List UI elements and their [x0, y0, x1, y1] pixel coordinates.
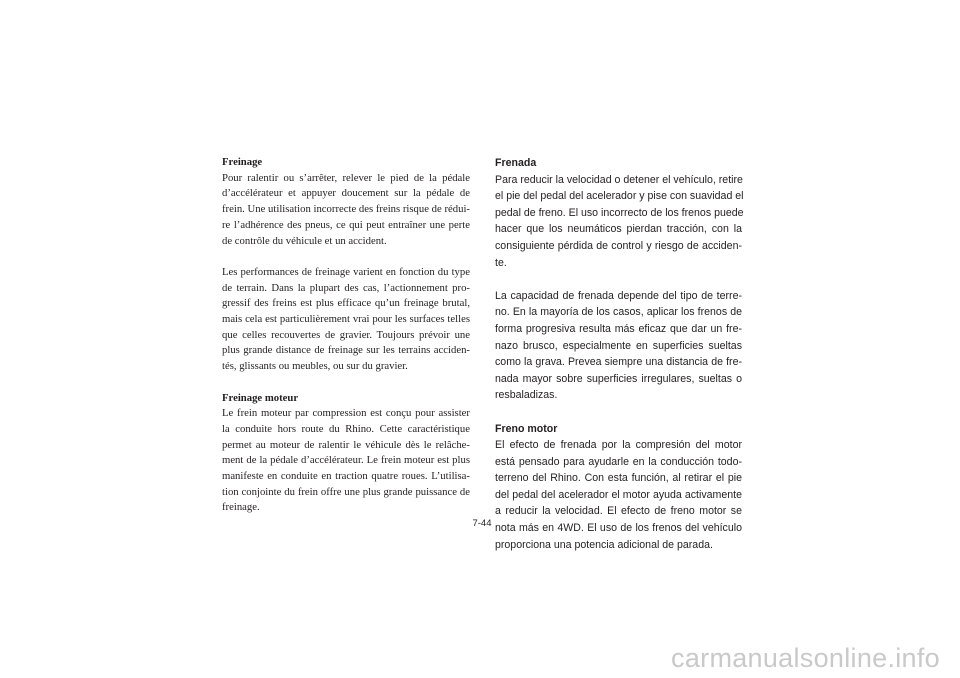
text-line: El efecto de frenada por la compresión del motor	[495, 439, 742, 452]
text-line: Pour ralentir ou s’arrêter, relever le pied de la pédale	[222, 171, 470, 184]
french-column	[222, 155, 470, 516]
text-line: proporciona una potencia adicional de parada.	[495, 538, 713, 551]
text-line: d’accélérateur et appuyer doucement sur la pédale de	[222, 187, 470, 200]
spanish-paragraph-braking	[495, 172, 742, 272]
text-line: pedal de freno. El uso incorrecto de los frenos puede	[495, 206, 744, 219]
text-line: el pie del pedal del acelerador y pise con suavidad el	[495, 190, 744, 203]
text-line: como la grava. Prevea siempre una distancia de fre-	[495, 356, 742, 369]
text-line: Para reducir la velocidad o detener el vehículo, retire	[495, 173, 743, 186]
text-line: tion conjointe du frein offre une plus grande puissance de	[222, 485, 470, 498]
spanish-heading-engine-braking: Freno motor	[495, 422, 558, 435]
text-line: terreno del Rhino. Con esta función, al retirar el pie	[495, 472, 742, 485]
french-paragraph-braking	[222, 171, 470, 250]
text-line: Le frein moteur par compression est conçu pour assister	[222, 407, 470, 420]
text-line: hacer que los neumáticos pierdan tracción, con la	[495, 223, 742, 236]
text-line: nada mayor sobre superficies irregulares, sueltas o	[495, 372, 742, 385]
text-line: no. En la mayoría de los casos, aplicar los frenos de	[495, 306, 742, 319]
text-line: plus grande distance de freinage sur les terrains acciden-	[222, 344, 470, 357]
text-line: forma progresiva resulta más eficaz que dar un fre-	[495, 322, 742, 335]
text-line: tés, glissants ou meubles, ou sur du gravier.	[222, 360, 408, 373]
text-line: que celles recouvertes de gravier. Toujours prévoir une	[222, 328, 470, 341]
text-line: Les performances de freinage varient en fonction du type	[222, 265, 470, 278]
watermark: carmanualsonline.info	[671, 643, 940, 673]
text-line: del pedal del acelerador el motor ayuda activamente	[495, 488, 742, 501]
french-paragraph-performance	[222, 265, 470, 375]
text-line: frein. Une utilisation incorrecte des freins risque de rédui-	[222, 203, 470, 216]
text-line: nota más en 4WD. El uso de los frenos del vehículo	[495, 522, 742, 535]
spanish-paragraph-performance	[495, 288, 742, 404]
text-line: de contrôle du véhicule et un accident.	[222, 234, 387, 247]
text-line: consiguiente pérdida de control y riesgo de acciden-	[495, 239, 742, 252]
spanish-heading-braking: Frenada	[495, 157, 537, 169]
text-line: la conduite hors route du Rhino. Cette caractéristique	[222, 422, 470, 435]
text-line: nazo brusco, especialmente en superficies sueltas	[495, 339, 742, 352]
text-line: La capacidad de frenada depende del tipo de terre-	[495, 289, 742, 302]
text-line: manifeste en conduite en traction quatre roues. L’utilisa-	[222, 470, 470, 483]
text-line: freinage.	[222, 501, 260, 514]
text-line: resbaladizas.	[495, 389, 558, 402]
french-paragraph-engine-braking	[222, 406, 470, 516]
spanish-paragraph-engine-braking	[495, 437, 742, 553]
page-number: 7-44	[472, 518, 492, 529]
text-line: te.	[495, 256, 507, 269]
text-line: está pensado para ayudarle en la conducción todo-	[495, 455, 742, 468]
text-line: permet au moteur de ralentir le véhicule dès le relâche-	[222, 438, 470, 451]
french-heading-engine-braking: Freinage moteur	[222, 391, 299, 404]
text-line: mais cela est particulièrement vrai pour les surfaces telles	[222, 313, 470, 326]
text-line: re l’adhérence des pneus, ce qui peut entraîner une perte	[222, 218, 470, 231]
text-line: de terrain. Dans la plupart des cas, l’actionnement pro-	[222, 281, 470, 294]
text-line: a reducir la velocidad. El efecto de freno motor se	[495, 505, 742, 518]
text-line: ment de la pédale d’accélérateur. Le frein moteur est plus	[222, 454, 470, 467]
french-heading-braking: Freinage	[222, 156, 263, 168]
spanish-column	[495, 155, 742, 553]
text-line: gressif des freins est plus efficace qu’un freinage brutal,	[222, 297, 470, 310]
